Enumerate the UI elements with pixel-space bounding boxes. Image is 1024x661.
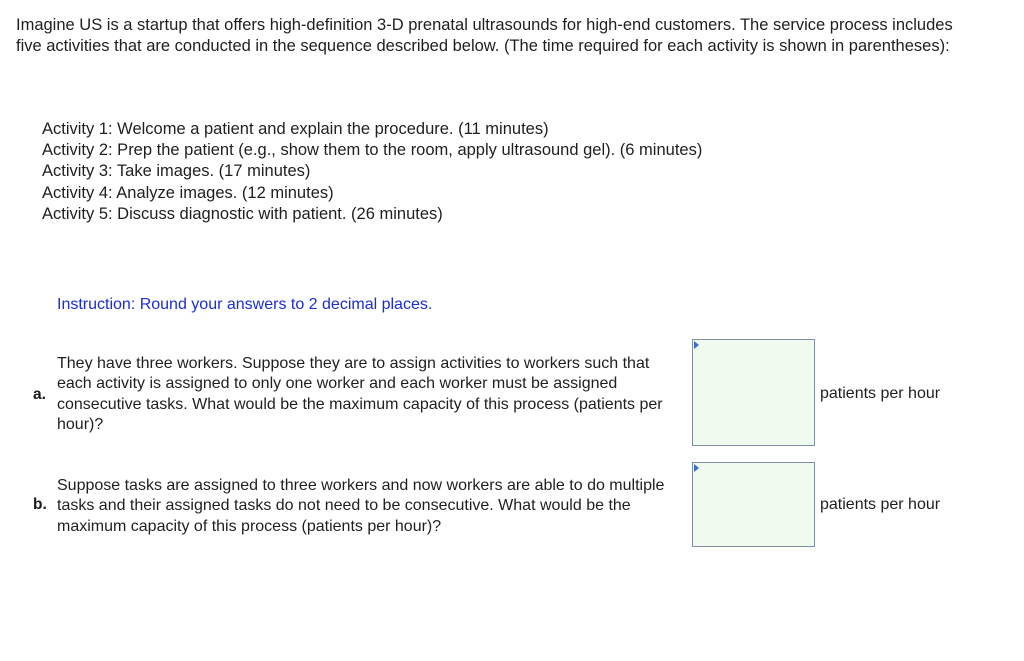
answer-b-box[interactable] <box>692 462 815 547</box>
question-a-text: They have three workers. Suppose they are to assign activities to workers such that each activity is assigned to only one worker and each worker must be assigned consecutive tasks. What would be the maximum capacity of this process (patients per hour)? <box>57 355 663 433</box>
answer-a-box[interactable] <box>692 339 815 446</box>
activity-list <box>42 119 942 225</box>
problem-intro: Imagine US is a startup that offers high-definition 3-D prenatal ultrasounds for high-end customers. The service process includes five activities that are conducted in the sequence described below. (The time required for each activity is shown in parentheses): <box>16 16 953 55</box>
rounding-instruction: Instruction: Round your answers to 2 decimal places. <box>57 296 433 313</box>
question-b-text: Suppose tasks are assigned to three workers and now workers are able to do multiple tasks and their assigned tasks do not need to be consecutive. What would be the maximum capacity of this process (patients per hour)? <box>57 477 665 535</box>
activity-item-5: Activity 5: Discuss diagnostic with patient. (26 minutes) <box>42 204 443 223</box>
activity-item-4: Activity 4: Analyze images. (12 minutes) <box>42 183 334 202</box>
answer-a-unit: patients per hour <box>820 385 941 402</box>
answer-b-unit: patients per hour <box>820 496 941 513</box>
question-b-letter: b. <box>33 496 47 513</box>
answer-a-input[interactable] <box>693 340 814 445</box>
question-a-letter: a. <box>33 386 46 403</box>
answer-b-input[interactable] <box>693 463 814 546</box>
activity-item-1: Activity 1: Welcome a patient and explain the procedure. (11 minutes) <box>42 120 549 138</box>
activity-item-3: Activity 3: Take images. (17 minutes) <box>42 162 311 181</box>
activity-item-2: Activity 2: Prep the patient (e.g., show them to the room, apply ultrasound gel). (6 minutes) <box>42 141 703 160</box>
